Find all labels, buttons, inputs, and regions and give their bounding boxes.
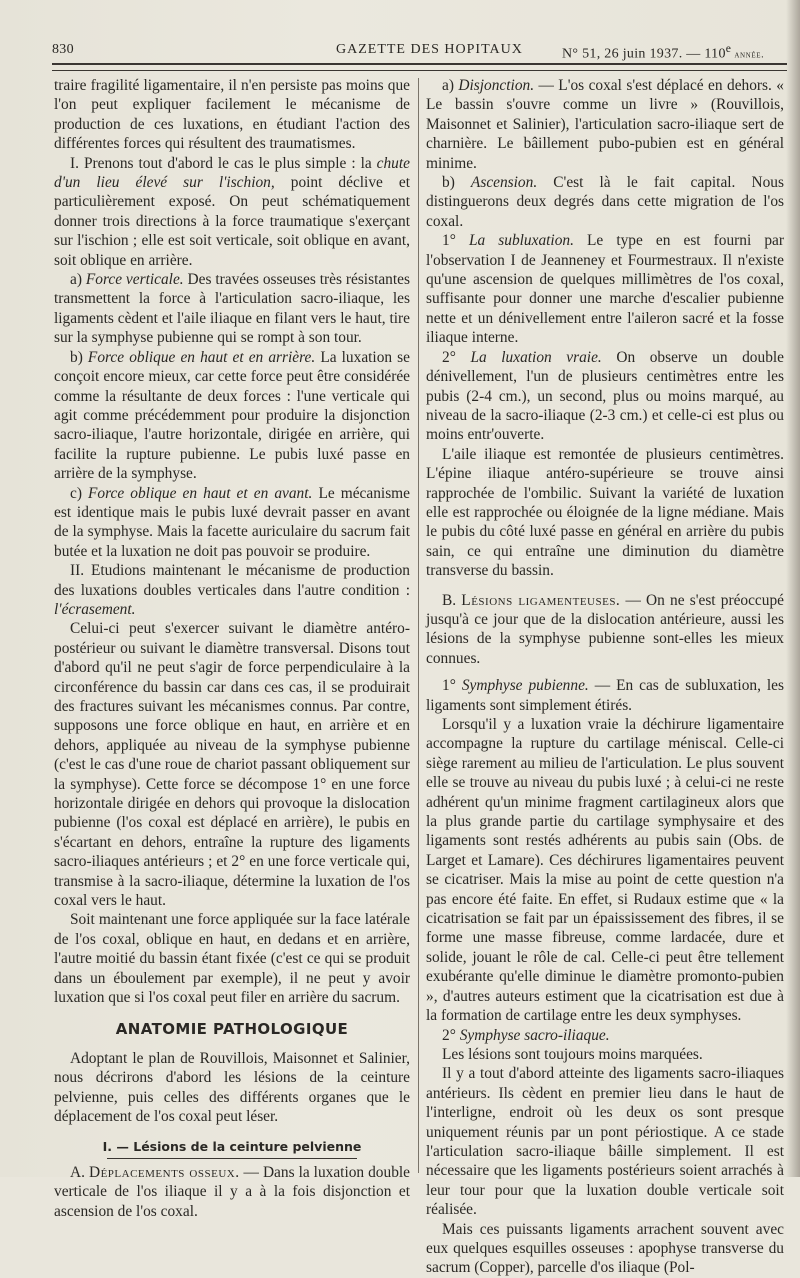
journal-title: GAZETTE DES HOPITAUX (336, 42, 523, 57)
paragraph-lead: B. (442, 591, 462, 609)
header-rule-thin (52, 70, 787, 71)
paragraph (426, 676, 784, 715)
paragraph (54, 154, 410, 270)
issue-info (562, 42, 764, 63)
paragraph-lead: c) (70, 484, 89, 502)
italic-phrase: La luxation vraie. (470, 348, 602, 366)
paragraph-lead: 2° (442, 1026, 460, 1044)
paragraph: Celui-ci peut s'exercer suivant le diamètre antéro-postérieur ou suivant le diamètre transversal. Disons tout d'abord qu'il ne peut s'agir de force perpendiculaire à la circonférence du bassin car dans ces cas, il se produirait des fractures suivant les mécanismes connus. Par contre, supposons une force oblique en haut, en arrière et en dehors, appliquée au niveau de la symphyse pubienne (c'est le cas d'une roue de chariot passant obliquement sur la symphyse). Cette force se décompose 1° en une force horizontale dirigée en dehors qui provoque la dislocation pubienne (l'os coxal est déplacé en arrière), le pubis en s'écartant en dehors, entraîne la rupture des ligaments sacro-iliaques antérieurs ; et 2° en une force verticale qui, transmise à la sacro-iliaque, détermine la luxation de l'os coxal vers le haut. (54, 620, 410, 910)
paragraph-lead: b) (442, 174, 471, 192)
paragraph (426, 231, 784, 347)
paragraph-lead: I. Prenons tout d'abord le cas le plus simple : la (70, 154, 377, 172)
paragraph (426, 591, 784, 669)
italic-phrase: Symphyse sacro-iliaque. (459, 1026, 610, 1044)
italic-phrase: La subluxation. (468, 232, 574, 250)
italic-phrase: Ascension. (470, 174, 538, 192)
subsection-rule (107, 1158, 357, 1159)
paragraph (54, 1163, 410, 1221)
smallcaps-heading: Lésions ligamenteuses. (461, 591, 621, 609)
header-rule-thick (52, 63, 787, 65)
paragraph (54, 561, 410, 619)
italic-phrase: Symphyse pubienne. (461, 677, 589, 695)
paragraph-lead: II. Etudions maintenant le mécanisme de production des luxations doubles verticales dans l'autre condition : (54, 562, 410, 599)
paragraph: Il y a tout d'abord atteinte des ligaments sacro-iliaques antérieurs. Ils cèdent en premier lieu dans le haut de l'interligne, endroit où les deux os sont presque uniquement réunis par un pont périostique. A ce stade l'articulation sacro-iliaque bâille simplement. Il est nécessaire que les ligaments postérieurs soient arrachés à leur tour pour que la luxation double verticale soit réalisée. (426, 1065, 784, 1219)
issue-suffix: année. (731, 49, 765, 61)
italic-phrase: Disjonction. (458, 77, 535, 94)
page-number: 830 (52, 42, 74, 57)
paragraph (426, 76, 784, 173)
paragraph: Soit maintenant une force appliquée sur la face latérale de l'os coxal, oblique en haut, en dedans et en arrière, l'autre moitié du bassin étant fixée (c'est ce qui se produit dans un éboulement par exemple), il ne peut y avoir luxation que si l'os coxal peut filer en arrière du sacrum. (54, 911, 410, 1007)
paragraph-lead: 1° (442, 232, 469, 250)
paragraph (426, 173, 784, 231)
issue-superscript: e (725, 42, 732, 55)
paragraph (54, 270, 410, 348)
italic-phrase: Force oblique en haut et en avant. (88, 484, 313, 502)
paragraph-lead: 1° (442, 677, 462, 695)
paragraph-lead: 2° (442, 348, 471, 366)
italic-phrase: Force oblique en haut et en arrière. (87, 348, 316, 366)
paragraph-lead: a) (70, 271, 86, 289)
paragraph-lead: A. (70, 1163, 89, 1181)
paragraph: Adoptant le plan de Rouvillois, Maisonnet et Salinier, nous décrirons d'abord les lésions de la ceinture pelvienne, puis celles des différents organes que le déplacement de l'os coxal peut léser. (54, 1049, 410, 1126)
italic-phrase: l'écrasement. (54, 600, 136, 618)
paragraph-rest: point déclive et particulièrement exposé. On peut schématiquement donner trois directions à la force traumatique s'exerçant sur l'ischion ; elle est soit verticale, soit oblique en avant, soit oblique en arrière. (54, 174, 410, 269)
column-divider (418, 78, 419, 1173)
paragraph (426, 1026, 784, 1045)
paragraph: traire fragilité ligamentaire, il n'en persiste pas moins que l'on peut expliquer facilement le mécanisme de production de ces luxations, en étudiant l'action des différentes forces qui résultent des traumatismes. (54, 77, 410, 153)
left-column (54, 76, 410, 1221)
paragraph-rest: C'est là le fait capital. Nous distinguerons deux degrés dans cette migration de l'os coxal. (426, 174, 784, 230)
page-edge-shadow (786, 0, 800, 1177)
paragraph (54, 348, 410, 484)
page-header (52, 38, 787, 62)
section-heading: ANATOMIE PATHOLOGIQUE (115, 1019, 349, 1038)
paragraph-rest: Des travées osseuses très résistantes transmettent la force à l'articulation sacro-iliaque, les ligaments cèdent et l'aile iliaque en filant vers le haut, tire sur la symphyse pubienne qui se rompt à son tour. (54, 271, 410, 347)
smallcaps-heading: Déplacements osseux. (88, 1163, 240, 1181)
paragraph-rest: — L'os coxal s'est déplacé en dehors. « Le bassin s'ouvre comme un livre » (Rouvillois, Maisonnet et Salinier), l'articulation sacro-iliaque sert de charnière. Le bâillement pubo-pubien est en général minime. (426, 77, 784, 172)
subsection-heading: I. — Lésions de la ceinture pelvienne (102, 1138, 362, 1154)
paragraph: Lorsqu'il y a luxation vraie la déchirure ligamentaire accompagne la rupture du cartilage méniscal. Celle-ci siège rarement au milieu de l'articulation. Le plus souvent elle se trouve au niveau du pubis luxé ; à celui-ci ne reste adhérent qu'un minime fragment cartilagineux alors que la plus grande partie du cartilage symphysaire et des ligaments sont restés adhérents au pubis sain (Obs. de Larget et Lamare). Ces déchirures ligamentaires peuvent se cicatriser. Mais la mise au point de cette question n'a pas encore été faite. En effet, si Rudaux estime que « la cicatrisation se fait par un épaississement des fibres, il se forme une masse fibreuse, comme lardacée, dure et solide, jouant le rôle de cal. Celle-ci peut être tellement exubérante qu'elle diminue le diamètre promonto-pubien », d'autres auteurs estiment que la cicatrisation est due à la formation de cartilage entre les deux symphyses. (426, 716, 784, 1025)
paragraph-rest: — Dans la luxation double verticale de l'os iliaque il y a à la fois disjonction et ascension de l'os coxal. (54, 1163, 411, 1220)
italic-phrase: chute d'un lieu élevé sur l'ischion, (54, 154, 410, 192)
paragraph-rest: — On ne s'est préoccupé jusqu'à ce jour que de la dislocation antérieure, aussi les lésions de la symphyse pubienne sont-elles les mieux connues. (426, 591, 784, 667)
paragraph-lead: a) (442, 77, 459, 94)
paragraph: L'aile iliaque est remontée de plusieurs centimètres. L'épine iliaque antéro-supérieure se trouve ainsi rapprochée de l'ombilic. Suivant la variété de luxation elle est rapprochée ou éloignée de la ligne médiane. Mais le pubis du côté luxé passe en général en arrière du pubis sain, ce qui entraîne une diminution du diamètre transverse du bassin. (426, 445, 784, 580)
paragraph: Les lésions sont toujours moins marquées. (442, 1045, 703, 1063)
paragraph-rest: — En cas de subluxation, les ligaments sont simplement étirés. (426, 677, 784, 714)
paragraph: Mais ces puissants ligaments arrachent souvent avec eux quelques esquilles osseuses : apophyse transverse du sacrum (Copper), parcelle d'os iliaque (Pol- (426, 1220, 784, 1277)
paragraph-rest: La luxation se conçoit encore mieux, car cette force peut être considérée comme la résultante de deux forces : l'une verticale qui agit comme précédemment pour produire la disjonction sacro-iliaque, l'autre horizontale, dirigée en arrière, qui facilite la rupture pubienne. Le pubis luxé passe en arrière de la symphyse. (54, 348, 411, 483)
paragraph-rest: Le type en est fourni par l'observation I de Jeanneney et Fourmestraux. Il n'existe qu'une ascension de quelques millimètres de l'os coxal, suffisante pour donner une marche d'escalier pubienne nette et un dénivellement entre l'aileron sacré et la fosse iliaque interne. (426, 232, 784, 347)
paragraph-rest: Le mécanisme est identique mais le pubis luxé devrait passer en avant de la symphyse. Mais la facette auriculaire du sacrum fait butée et la luxation ne doit pas pouvoir se produire. (54, 484, 410, 560)
right-column (426, 76, 784, 1278)
paragraph-rest: On observe un double dénivellement, l'un de plusieurs centimètres entre les pubis (2-4 cm.), un second, plus ou moins marqué, au niveau de la sacro-iliaque (2-3 cm.) et celle-ci est plus ou moins entr'ouverte. (426, 348, 784, 444)
issue-text: N° 51, 26 juin 1937. — 110 (562, 46, 726, 62)
paragraph (54, 484, 410, 562)
paragraph (426, 348, 784, 445)
italic-phrase: Force verticale. (85, 271, 184, 289)
paragraph-lead: b) (70, 348, 88, 366)
